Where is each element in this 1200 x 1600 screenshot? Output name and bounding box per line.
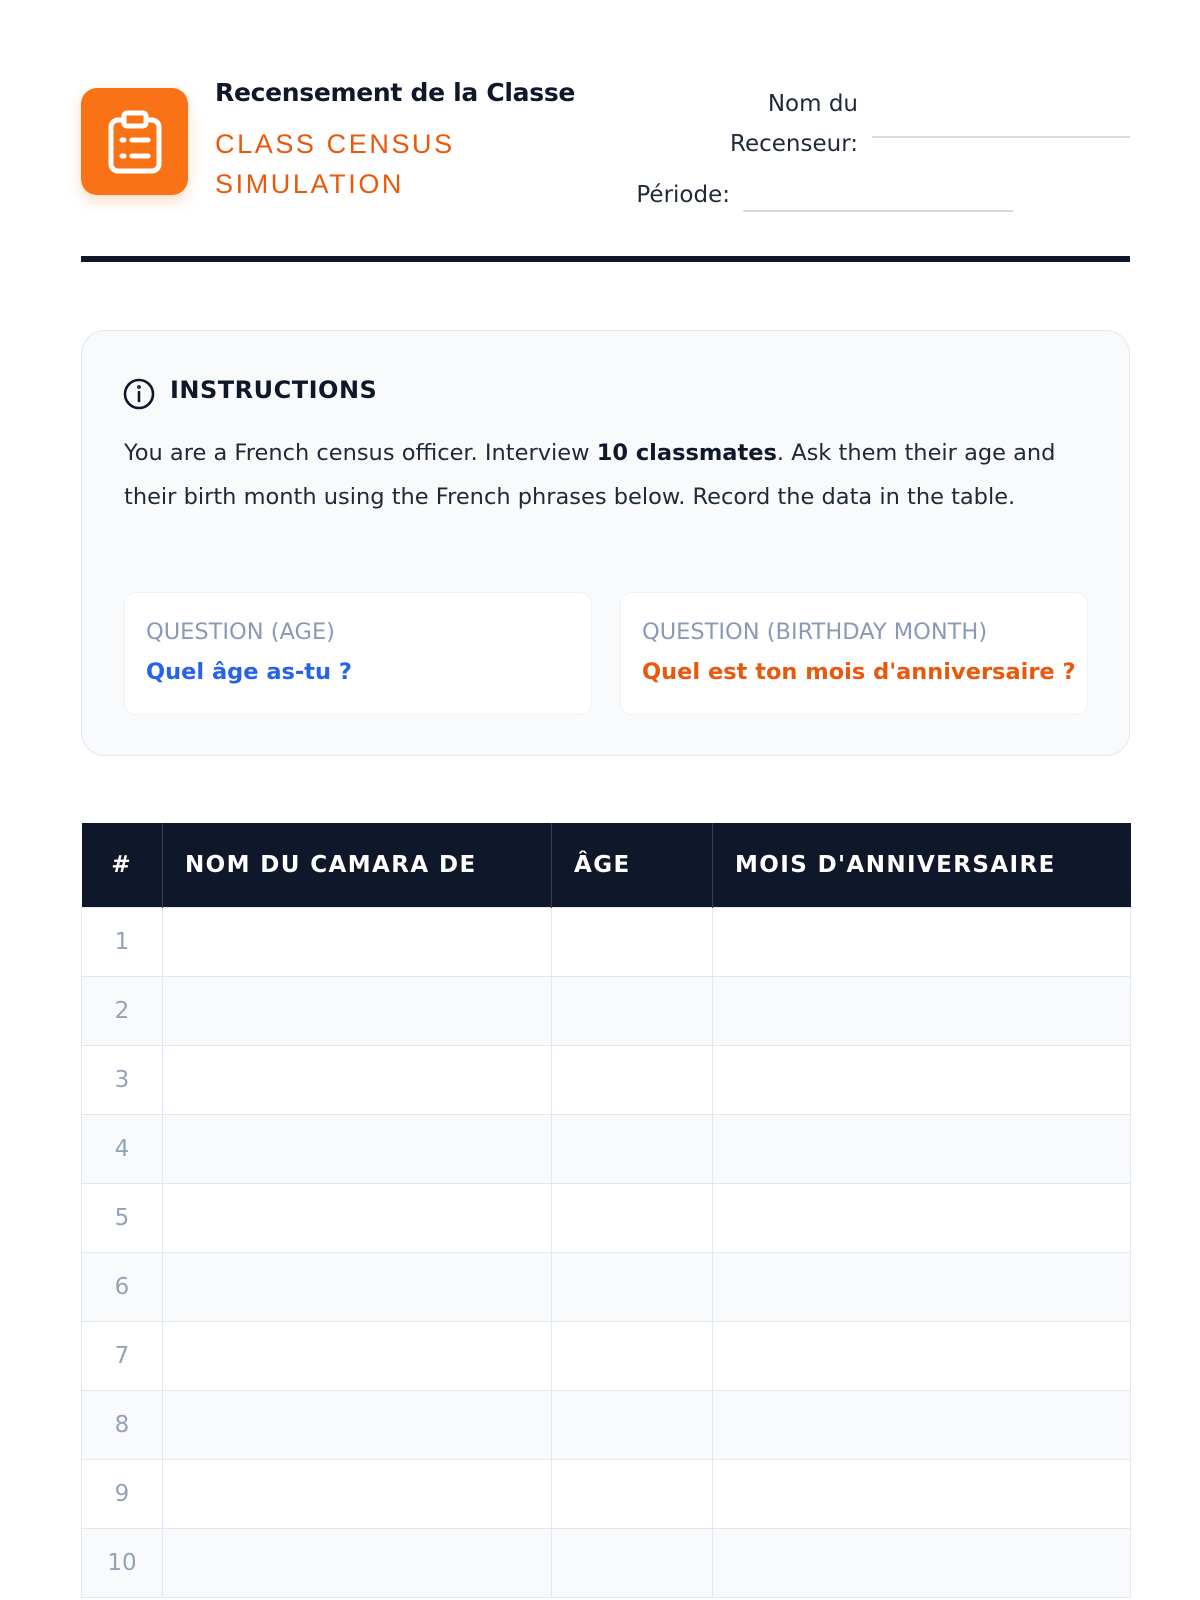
birth-month-cell[interactable] (713, 1460, 1131, 1529)
name-cell[interactable] (163, 1046, 552, 1115)
table-row (82, 977, 1131, 1046)
row-number: 5 (82, 1184, 163, 1253)
table-row (82, 1253, 1131, 1322)
birth-month-cell[interactable] (713, 1115, 1131, 1184)
birth-month-cell[interactable] (713, 1391, 1131, 1460)
table-row (82, 1460, 1131, 1529)
birth-month-cell[interactable] (713, 908, 1131, 977)
table-header-row (82, 823, 1131, 908)
question-box-age (124, 592, 592, 715)
info-icon (122, 377, 156, 411)
name-cell[interactable] (163, 977, 552, 1046)
row-number: 1 (82, 908, 163, 977)
age-cell[interactable] (552, 977, 713, 1046)
row-number: 4 (82, 1115, 163, 1184)
name-cell[interactable] (163, 1115, 552, 1184)
column-header-age: ÂGE (552, 823, 713, 908)
table-row (82, 1046, 1131, 1115)
age-cell[interactable] (552, 908, 713, 977)
census-table (81, 823, 1131, 1598)
age-cell[interactable] (552, 1184, 713, 1253)
row-number: 10 (82, 1529, 163, 1598)
table-row (82, 1184, 1131, 1253)
page-title: Recensement de la Classe (215, 78, 576, 107)
name-cell[interactable] (163, 1391, 552, 1460)
name-cell[interactable] (163, 1460, 552, 1529)
row-number: 8 (82, 1391, 163, 1460)
instructions-text-start: You are a French census officer. Interview (124, 440, 597, 466)
row-number: 2 (82, 977, 163, 1046)
age-cell[interactable] (552, 1115, 713, 1184)
birth-month-cell[interactable] (713, 977, 1131, 1046)
row-number: 9 (82, 1460, 163, 1529)
instructions-text-end: . Ask them their age and their birth month using the French phrases below. Record the data in the table. (124, 440, 1056, 510)
table-row (82, 908, 1131, 977)
instructions-card (81, 330, 1130, 756)
question-age-phrase: Quel âge as-tu ? (146, 659, 352, 685)
instructions-heading: INSTRUCTIONS (170, 376, 378, 404)
recorder-name-line[interactable] (872, 136, 1130, 138)
table-row (82, 1529, 1131, 1598)
column-header-birth-month: MOIS D'ANNIVERSAIRE (713, 823, 1131, 908)
table-row (82, 1322, 1131, 1391)
instructions-text (124, 431, 1084, 519)
column-header-name: NOM DU CAMARA DE (163, 823, 552, 908)
birth-month-cell[interactable] (713, 1529, 1131, 1598)
period-label: Période: (636, 182, 730, 208)
row-number: 3 (82, 1046, 163, 1115)
instructions-text-bold: 10 classmates (596, 440, 777, 466)
name-cell[interactable] (163, 1529, 552, 1598)
question-age-label: QUESTION (AGE) (146, 619, 335, 645)
table-row (82, 1391, 1131, 1460)
age-cell[interactable] (552, 1322, 713, 1391)
row-number: 7 (82, 1322, 163, 1391)
question-box-month (620, 592, 1088, 715)
recorder-name-label: Nom du Recenseur: (730, 91, 858, 157)
header-divider (81, 256, 1130, 262)
age-cell[interactable] (552, 1046, 713, 1115)
clipboard-icon (106, 110, 164, 174)
period-line[interactable] (743, 210, 1013, 212)
birth-month-cell[interactable] (713, 1046, 1131, 1115)
name-cell[interactable] (163, 1253, 552, 1322)
age-cell[interactable] (552, 1253, 713, 1322)
question-month-phrase: Quel est ton mois d'anniversaire ? (642, 659, 1076, 685)
birth-month-cell[interactable] (713, 1184, 1131, 1253)
name-cell[interactable] (163, 908, 552, 977)
age-cell[interactable] (552, 1391, 713, 1460)
table-row (82, 1115, 1131, 1184)
row-number: 6 (82, 1253, 163, 1322)
age-cell[interactable] (552, 1529, 713, 1598)
birth-month-cell[interactable] (713, 1322, 1131, 1391)
question-month-label: QUESTION (BIRTHDAY MONTH) (642, 619, 988, 645)
birth-month-cell[interactable] (713, 1253, 1131, 1322)
name-cell[interactable] (163, 1322, 552, 1391)
page-subtitle: CLASS CENSUS SIMULATION (215, 129, 455, 199)
logo-badge (81, 88, 188, 195)
column-header-number: # (82, 823, 163, 908)
age-cell[interactable] (552, 1460, 713, 1529)
name-cell[interactable] (163, 1184, 552, 1253)
